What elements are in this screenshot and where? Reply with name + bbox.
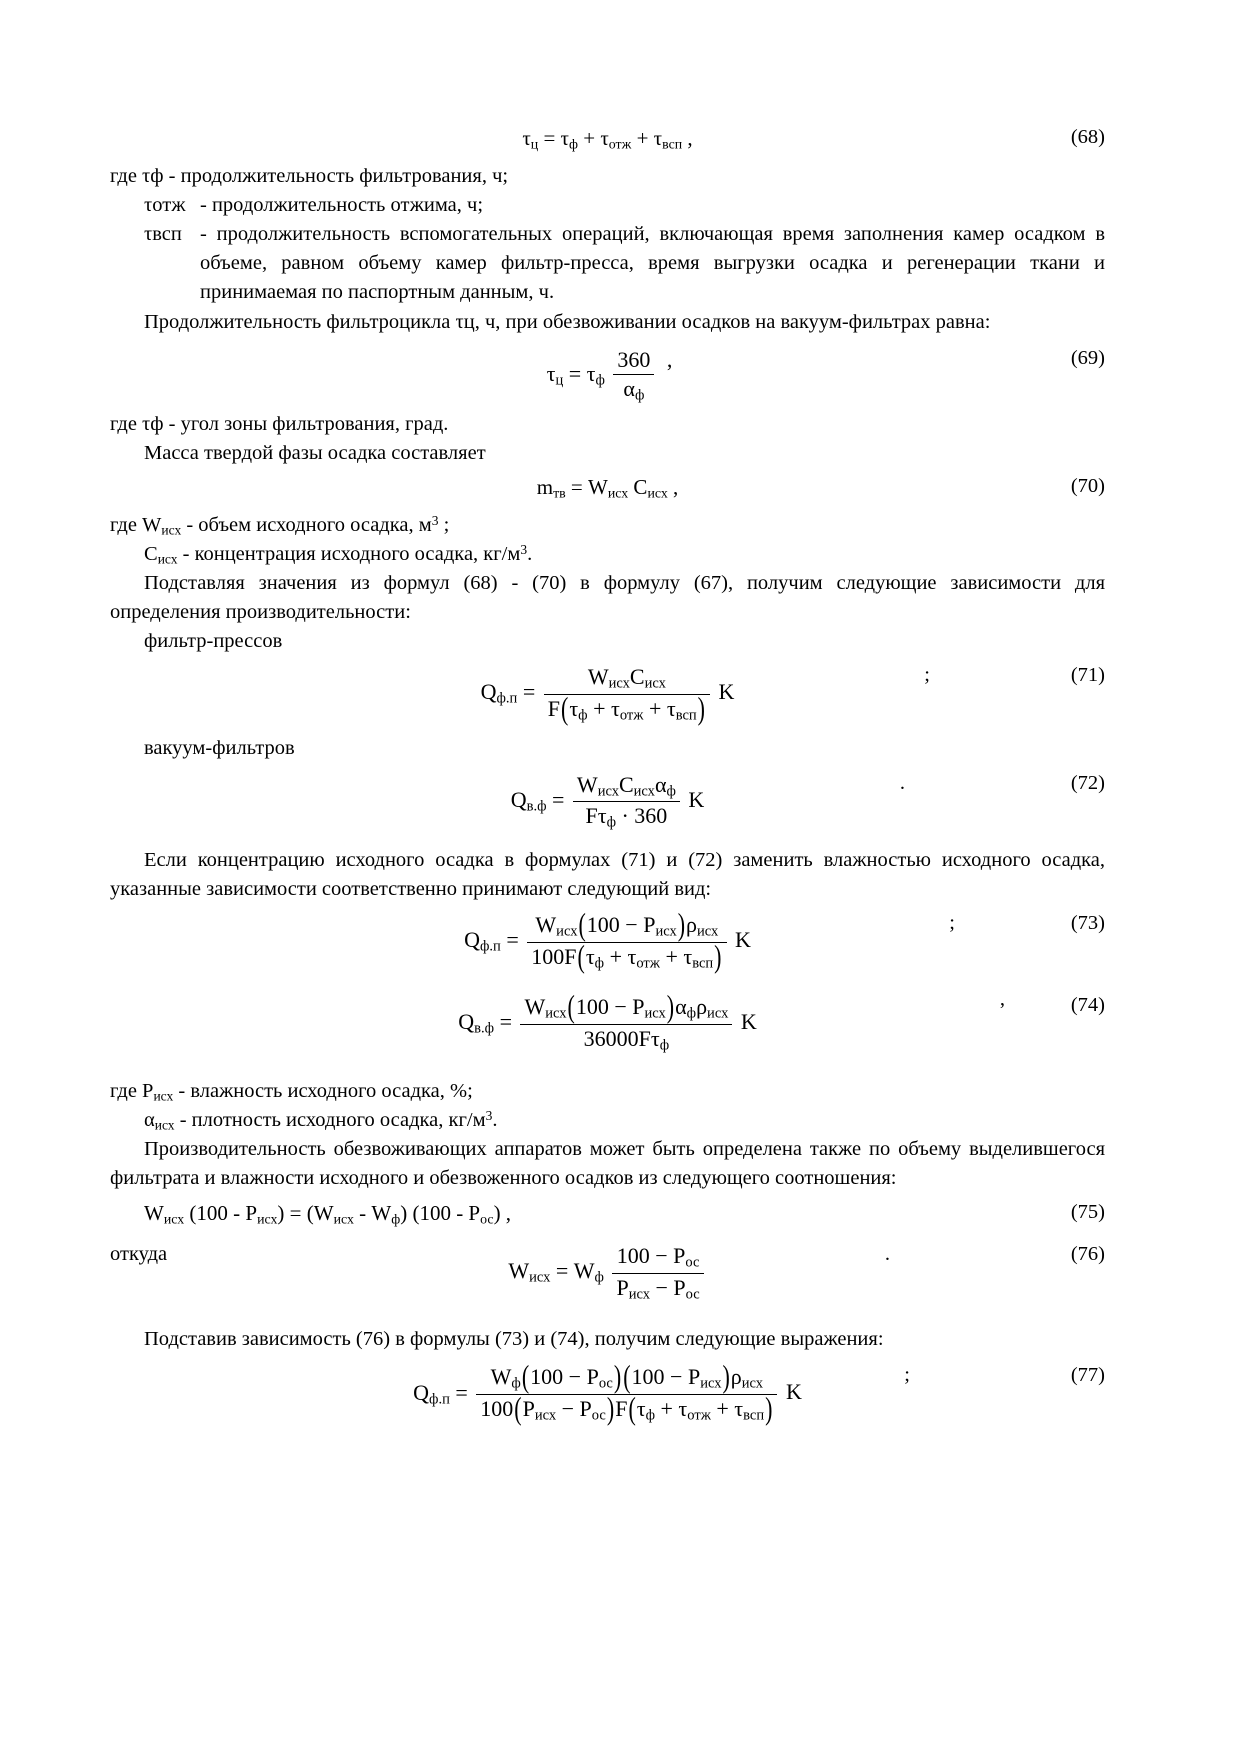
equation-72-fraction (573, 772, 680, 832)
equation-73-row (110, 906, 1105, 975)
body-text-block-4 (110, 734, 1105, 763)
where-label-tau-otzh: τотж (144, 194, 186, 217)
where-line-volume: где $W_{исх}$ - объем исходного осадка, $м^3$ ; (110, 512, 450, 537)
equation-73-denominator: $100F(\tau_ф + \tau_{отж} + \tau_{всп})$ (531, 937, 722, 975)
equation-76-row (110, 1243, 1105, 1303)
paragraph-filter-presses: фильтр-прессов (144, 630, 283, 653)
body-text-block-5 (110, 846, 1105, 904)
where-line-density: $\alpha_{исх}$ - плотность исходного осадка, $кг/м^3$. (144, 1107, 498, 1133)
where-line-tau-vsp (110, 220, 1105, 307)
equation-75: $W_{исх}$ $(100 - P_{исх}) = (W_{исх} - W_ф)$ $(100 - P_{ос})$ , (144, 1201, 512, 1227)
body-text-block-2 (110, 410, 1105, 468)
equation-75-row (110, 1201, 1105, 1231)
equation-72-row (110, 772, 1105, 832)
equation-77-tail: K (785, 1379, 802, 1405)
equation-74: $Q_{в.ф}$ = $\frac{W_{исх}(100 - P_{исх})\alpha_ф\rho_{исх}}{36000F\tau_ф}$ K (458, 988, 757, 1054)
equation-76-denominator: $P_{исх} - P_{ос}$ (616, 1274, 700, 1303)
body-text-block-7 (110, 1325, 1105, 1354)
equation-74-row (110, 988, 1105, 1054)
equation-73-tail: K (735, 927, 751, 953)
equation-74-comma: , (999, 988, 1005, 1011)
equation-73-numerator: $W_{исх}(100 - P_{исх})\rho_{исх}$ (527, 912, 726, 943)
equation-74-numerator: $W_{исх}(100 - P_{исх})\alpha_ф\rho_{исх}$ (520, 994, 732, 1025)
equation-77-denominator: $100(P_{исх} - P_{ос})F(\tau_ф + \tau_{отж} + \tau_{всп})$ (480, 1390, 773, 1427)
equation-70-number: (70) (1070, 474, 1105, 497)
paragraph-filtercycle: Продолжительность фильтроцикла τц, ч, при обезвоживании осадков на вакуум-фильтрах равна: (144, 310, 991, 333)
where-text-tau-vsp: - продолжительность вспомогательных операций, включающая время заполнения камер осадком в объеме, равном объему камер фильтр-пресса, время выгрузки осадка и регенерации ткани и принимаемая по паспортным данным, ч. (200, 223, 1105, 304)
equation-73: $Q_{ф.п}$ = $\frac{W_{исх}(100 - P_{исх})\rho_{исх}}{100F(\tau_ф + \tau_{отж} + \tau_{всп})}$ K (464, 906, 751, 975)
equation-71: $Q_{ф.п}$ = $\frac{W_{исх}C_{исх}}{F(\tau_ф + \tau_{отж} + \tau_{всп})}$ K (480, 664, 735, 727)
equation-76-fraction (612, 1243, 703, 1303)
equation-77-row (110, 1358, 1105, 1427)
equation-69-fraction (613, 347, 654, 405)
paragraph-humidity-replacement: Если концентрацию исходного осадка в формулах (71) и (72) заменить влажностью исходного осадка, указанные зависимости соответственно принимают следующий вид: (110, 848, 1105, 900)
equation-76-dot: . (884, 1243, 890, 1266)
equation-74-fraction (520, 988, 732, 1054)
paragraph-solid-mass: Масса твердой фазы осадка составляет (144, 442, 486, 465)
equation-68-number: (68) (1070, 126, 1105, 148)
equation-69: $\tau_ц = \tau_ф$ $\frac{360}{\alpha_ф}$ , (546, 346, 673, 404)
equation-69-row (110, 347, 1105, 405)
equation-72-dot: . (899, 771, 905, 794)
body-text-block-6 (110, 1077, 1105, 1194)
equation-72: $Q_{в.ф}$ = $\frac{W_{исх}C_{исх}\alpha_ф}{F\tau_ф \cdot 360}$ K (510, 771, 705, 831)
where-line-angle: где τф - угол зоны фильтрования, град. (110, 413, 449, 436)
equation-77-number: (77) (1070, 1364, 1105, 1387)
equation-76-lead: откуда (110, 1243, 168, 1266)
where-line-concentration: $C_{исх}$ - концентрация исходного осадка, $кг/м^3$. (144, 541, 533, 567)
paragraph-capacity-determination: Производительность обезвоживающих аппаратов может быть определена также по объему выделившегося фильтрата и влажности исходного и обезвоженного осадков из следующего соотношения: (110, 1137, 1105, 1189)
equation-69-numerator: 360 (613, 347, 654, 375)
equation-77-fraction (476, 1358, 777, 1427)
equation-77-numerator: $W_ф(100 - P_{ос})(100 - P_{исх})\rho_{исх}$ (476, 1364, 777, 1395)
equation-73-semicolon: ; (949, 912, 955, 935)
equation-76-number: (76) (1070, 1243, 1105, 1266)
where-text-tau-otzh: - продолжительность отжима, ч; (200, 194, 484, 217)
equation-72-tail: K (688, 786, 705, 812)
equation-71-number: (71) (1070, 664, 1105, 687)
equation-71-numerator: $W_{исх}C_{исх}$ (544, 664, 710, 695)
equation-70-row (110, 475, 1105, 505)
equation-73-fraction (527, 906, 726, 975)
equation-71-denominator: $F(\tau_ф + \tau_{отж} + \tau_{всп})$ (547, 689, 705, 727)
equation-75-number: (75) (1070, 1201, 1105, 1224)
equation-76-numerator: $100 - P_{ос}$ (612, 1243, 703, 1274)
equation-74-denominator: $36000F\tau_ф$ (583, 1025, 670, 1054)
body-text-block-3 (110, 511, 1105, 657)
paragraph-substitution: Подставляя значения из формул (68) - (70) в формулу (67), получим следующие зависимости для определения производительности: (110, 571, 1105, 623)
paragraph-final-expressions: Подставив зависимость (76) в формулы (73) и (74), получим следующие выражения: (144, 1328, 884, 1351)
where-line-moisture: где $P_{исх}$ - влажность исходного осадка, %; (110, 1079, 473, 1103)
equation-74-tail: K (740, 1009, 757, 1035)
equation-77-semicolon: ; (904, 1364, 910, 1387)
where-line-tau-f: где τф - продолжительность фильтрования, ч; (110, 165, 509, 187)
equation-68-row (110, 126, 1105, 156)
equation-71-fraction (544, 664, 710, 727)
equation-69-number: (69) (1070, 346, 1105, 369)
equation-68: $\tau_ц = \tau_ф + \tau_{отж} + \tau_{всп}$ , (522, 126, 693, 152)
equation-71-row (110, 664, 1105, 727)
equation-77: $Q_{ф.п}$ = $\frac{W_ф(100 - P_{ос})(100 - P_{исх})\rho_{исх}}{100(P_{исх} - P_{ос})F(\tau_ф + \tau_{отж} + \tau_{всп})}$ K (413, 1358, 802, 1427)
equation-69-denominator: $\alpha_ф$ (623, 375, 645, 404)
equation-72-numerator: $W_{исх}C_{исх}\alpha_ф$ (573, 772, 680, 803)
equation-69-comma: , (666, 346, 673, 372)
paragraph-vacuum-filters: вакуум-фильтров (144, 737, 295, 760)
where-label-tau-vsp: τвсп (144, 223, 182, 246)
equation-72-number: (72) (1070, 771, 1105, 794)
where-line-tau-otzh (110, 191, 1105, 220)
equation-74-number: (74) (1070, 994, 1105, 1017)
equation-76: $W_{исх} = W_ф$ $\frac{100 - P_{ос}}{P_{исх} - P_{ос}}$ (110, 1243, 1105, 1303)
equation-70: $m_{тв} = W_{исх}$ $C_{исх}$ , (536, 474, 679, 500)
equation-71-semicolon: ; (924, 664, 930, 687)
equation-71-tail: K (718, 679, 735, 705)
equation-73-number: (73) (1070, 912, 1105, 935)
equation-72-denominator: $F\tau_ф \cdot 360$ (585, 803, 668, 831)
body-text-block-1 (110, 162, 1105, 337)
